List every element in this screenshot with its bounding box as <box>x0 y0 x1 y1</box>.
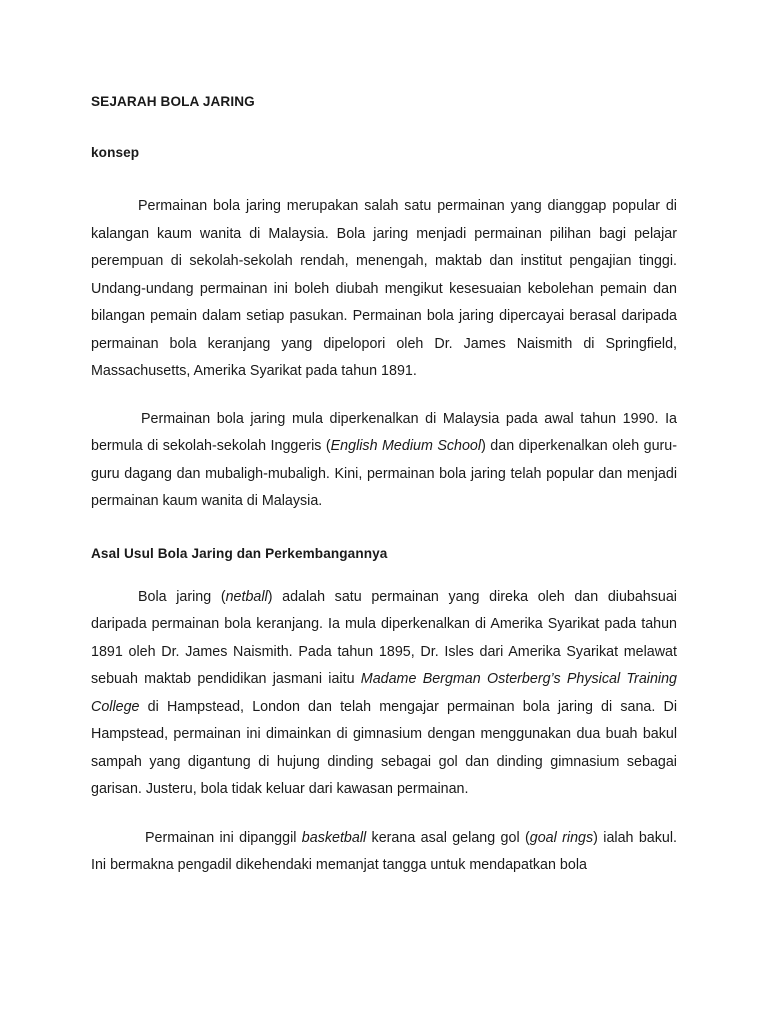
paragraph-konsep-1: Permainan bola jaring merupakan salah satu permainan yang dianggap popular di kalangan kaum wanita di Malaysia. Bola jaring menjadi permainan pilihan bagi pelajar perempuan di sekolah-sekolah rendah, menengah, maktab dan institut pengajian tinggi. Undang-undang permainan ini boleh diubah mengikut kesesuaian kebolehan pemain dan bilangan pemain dalam setiap pasukan. Permainan bola jaring dipercayai berasal daripada permainan bola keranjang yang dipelopori oleh Dr. James Naismith di Springfield, Massachusetts, Amerika Syarikat pada tahun 1891. <box>91 198 677 379</box>
italic-term: netball <box>225 588 268 605</box>
italic-term: English Medium School <box>330 438 482 454</box>
italic-term: Madame Bergman Osterberg’s Physical Training College <box>91 671 677 715</box>
document-body <box>91 92 677 880</box>
italic-term: goal rings <box>529 829 594 846</box>
paragraph-text: ) adalah satu permainan yang direka oleh dan diubahsuai daripada permainan bola keranjang. Ia mula diperkenalkan di Amerika Syarikat pada tahun 1891 oleh Dr. James Naismith. Pada tahun 1895, Dr. Isles dari Amerika Syarikat melawat sebuah maktab pendidikan jasmani iaitu <box>91 588 677 687</box>
paragraph-konsep-2 <box>91 406 677 516</box>
paragraph-text: di Hampstead, London dan telah mengajar permainan bola jaring di sana. Di Hampstead, permainan ini dimainkan di gimnasium dengan menggunakan dua buah bakul sampah yang digantung di hujung dinding sebagai gol dan dinding gimnasium sebagai garisan. Justeru, bola tidak keluar dari kawasan permainan. <box>91 698 677 797</box>
italic-term: basketball <box>301 829 367 846</box>
paragraph-text: Bola jaring ( <box>138 588 226 605</box>
paragraph-text: ) ialah bakul. Ini bermakna pengadil dikehendaki memanjat tangga untuk mendapatkan bola <box>91 829 677 873</box>
section-heading-konsep: konsep <box>91 145 140 160</box>
paragraph-text: Permainan bola jaring mula diperkenalkan di Malaysia pada awal tahun 1990. Ia bermula di sekolah-sekolah Inggeris ( <box>91 410 677 454</box>
paragraph-asal-usul-1 <box>91 584 677 804</box>
section-heading-asal-usul: Asal Usul Bola Jaring dan Perkembangannya <box>91 545 388 561</box>
paragraph-asal-usul-2 <box>91 825 677 880</box>
paragraph-text: kerana asal gelang gol ( <box>366 829 530 846</box>
document-title: SEJARAH BOLA JARING <box>91 94 255 109</box>
paragraph-text: ) dan diperkenalkan oleh guru-guru dagang dan mubaligh-mubaligh. Kini, permainan bola jaring telah popular dan menjadi permainan kaum wanita di Malaysia. <box>91 438 678 509</box>
paragraph-text: Permainan ini dipanggil <box>145 829 302 846</box>
